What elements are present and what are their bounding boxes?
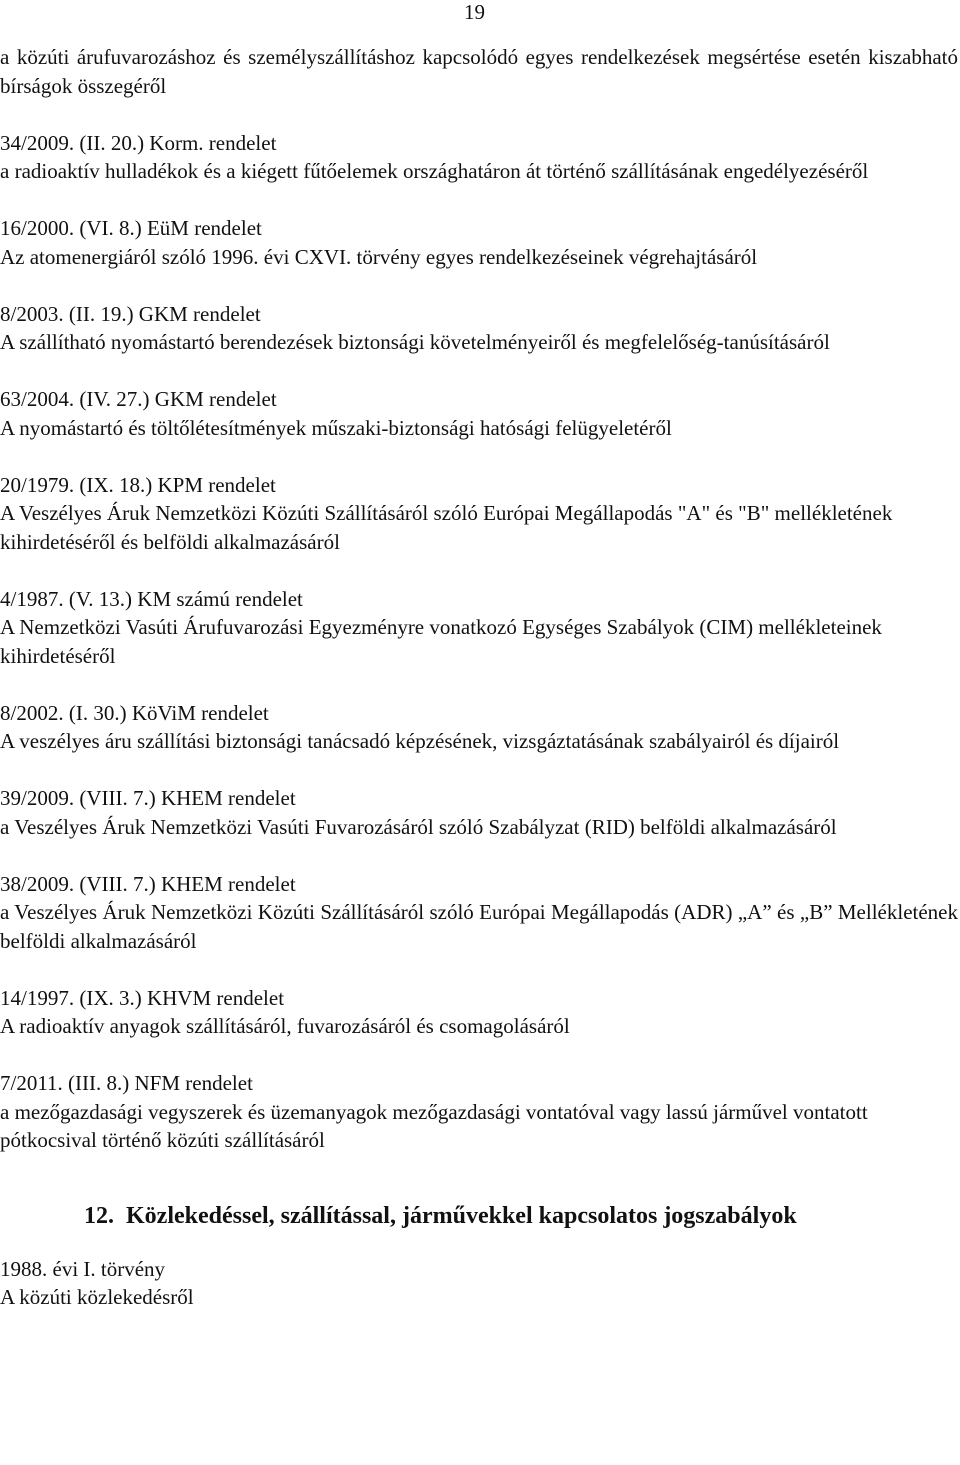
regulation-ref: 63/2004. (IV. 27.) GKM rendelet <box>0 387 277 411</box>
section-number: 12. <box>84 1202 114 1229</box>
regulation-entry <box>0 699 958 756</box>
regulation-ref: 39/2009. (VIII. 7.) KHEM rendelet <box>0 786 296 810</box>
regulation-ref: 8/2003. (II. 19.) GKM rendelet <box>0 301 261 326</box>
regulation-title: a Veszélyes Áruk Nemzetközi Vasúti Fuvarozásáról szóló Szabályzat (RID) belföldi alkalmazásáról <box>0 814 837 839</box>
regulation-title: a mezőgazdasági vegyszerek és üzemanyagok mezőgazdasági vontatóval vagy lassú járművel vontatott pótkocsival történő közúti szállításáról <box>0 1099 868 1152</box>
regulation-entry <box>0 471 958 557</box>
regulation-title: A Veszélyes Áruk Nemzetközi Közúti Szállításáról szóló Európai Megállapodás "A" és "B" mellékletének kihirdetéséről és belföldi alkalmazásáról <box>0 501 893 554</box>
regulation-entry <box>0 385 958 442</box>
regulation-entry <box>0 300 958 357</box>
regulation-ref: 38/2009. (VIII. 7.) KHEM rendelet <box>0 871 296 896</box>
section-title: Közlekedéssel, szállítással, járművekkel kapcsolatos jogszabályok <box>126 1202 797 1229</box>
regulation-entry <box>0 784 958 841</box>
regulation-ref: 4/1987. (V. 13.) KM számú rendelet <box>0 586 303 611</box>
intro-text: a közúti árufuvarozáshoz és személyszállításhoz kapcsolódó egyes rendelkezések megsértése esetén kiszabható bírságok összegéről <box>0 45 958 98</box>
intro-paragraph <box>0 43 958 100</box>
regulation-title: a Veszélyes Áruk Nemzetközi Közúti Szállításáról szóló Európai Megállapodás (ADR) „A” és „B” Mellékletének belföldi alkalmazásáról <box>0 900 958 953</box>
regulation-title: A Nemzetközi Vasúti Árufuvarozási Egyezményre vonatkozó Egységes Szabályok (CIM) mellékleteinek kihirdetéséről <box>0 615 882 668</box>
regulation-entry <box>0 129 958 186</box>
regulation-ref: 16/2000. (VI. 8.) EüM rendelet <box>0 216 262 240</box>
regulation-title: a radioaktív hulladékok és a kiégett fűtőelemek országhatáron át történő szállításának engedélyezéséről <box>0 159 869 183</box>
regulation-title: Az atomenergiáról szóló 1996. évi CXVI. törvény egyes rendelkezéseinek végrehajtásáról <box>0 244 758 269</box>
regulation-title: A radioaktív anyagok szállításáról, fuvarozásáról és csomagolásáról <box>0 1014 570 1038</box>
regulation-entry <box>0 870 958 956</box>
regulation-ref: 20/1979. (IX. 18.) KPM rendelet <box>0 472 276 497</box>
regulation-ref: 14/1997. (IX. 3.) KHVM rendelet <box>0 985 285 1010</box>
regulation-entry <box>0 585 958 671</box>
regulation-title: A nyomástartó és töltőlétesítmények műszaki-biztonsági hatósági felügyeletéről <box>0 415 672 440</box>
regulation-entry <box>0 1069 958 1155</box>
regulation-ref: 8/2002. (I. 30.) KöViM rendelet <box>0 700 269 725</box>
regulation-entry <box>0 1255 958 1312</box>
regulation-title: A veszélyes áru szállítási biztonsági tanácsadó képzésének, vizsgáztatásának szabályairól és díjairól <box>0 729 840 753</box>
section-heading <box>84 1201 958 1231</box>
regulation-title: A szállítható nyomástartó berendezések biztonsági követelményeiről és megfelelőség-tanúsításáról <box>0 330 830 354</box>
document-body <box>0 43 958 1312</box>
regulation-ref: 7/2011. (III. 8.) NFM rendelet <box>0 1071 253 1095</box>
regulation-title: A közúti közlekedésről <box>0 1285 194 1309</box>
regulation-ref: 1988. évi I. törvény <box>0 1256 166 1281</box>
regulation-ref: 34/2009. (II. 20.) Korm. rendelet <box>0 130 277 155</box>
regulation-entry <box>0 214 958 271</box>
regulation-entry <box>0 984 958 1041</box>
page-number: 19 <box>464 0 485 24</box>
